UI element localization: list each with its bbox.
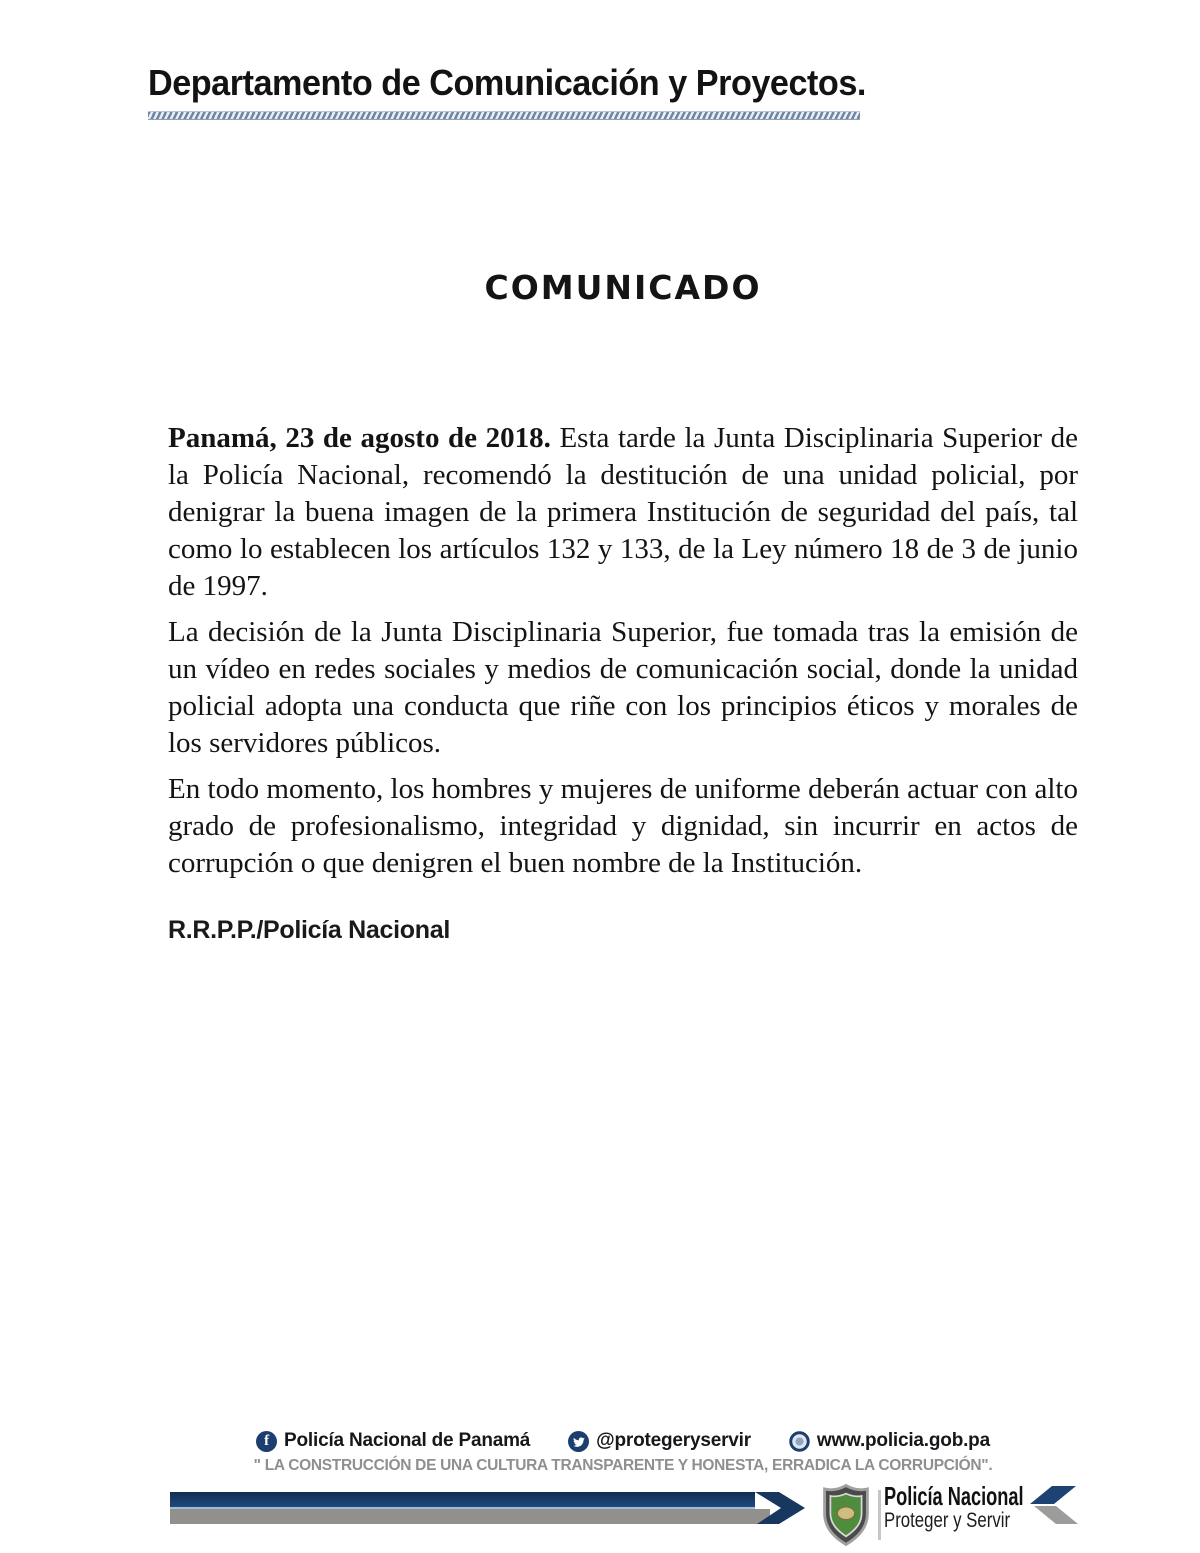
banner-gray-bar: [170, 1509, 770, 1524]
paragraph-3: En todo momento, los hombres y mujeres de uniforme deberán actuar con alto grado de profesionalismo, integridad y dignidad, sin incurrir en actos de corrupción o que denigren el buen nombre de la Institución.: [168, 773, 1078, 879]
paragraph-1: [168, 420, 1078, 605]
police-badge-icon: [820, 1482, 872, 1548]
logo-subtitle: Proteger y Servir: [884, 1509, 1011, 1532]
paragraph-2: La decisión de la Junta Disciplinaria Superior, fue tomada tras la emisión de un vídeo en redes sociales y medios de comunicación social, donde la unidad policial adopta una conducta que riñe con los principios éticos y morales de los servidores públicos.: [168, 616, 1078, 759]
twitter-bird-icon: [568, 1431, 589, 1452]
facebook-label: Policía Nacional de Panamá: [284, 1430, 531, 1451]
signature-line: R.R.P.P./Policía Nacional: [168, 916, 450, 944]
globe-icon: [789, 1431, 810, 1452]
department-header: Departamento de Comunicación y Proyectos.: [148, 62, 866, 103]
logo-title: Policía Nacional: [884, 1481, 1024, 1511]
left-chevron-icon: [1030, 1484, 1080, 1526]
facebook-item: [256, 1430, 530, 1452]
footer-banner: [170, 1482, 1080, 1550]
document-body: [168, 420, 1078, 891]
date-lead: Panamá, 23 de agosto de 2018.: [168, 422, 551, 454]
website-item: [789, 1430, 990, 1452]
logo-separator: [878, 1490, 881, 1540]
footer-slogan: " LA CONSTRUCCIÓN DE UNA CULTURA TRANSPARENTE Y HONESTA, ERRADICA LA CORRUPCIÓN".: [253, 1457, 993, 1474]
website-label: www.policia.gob.pa: [816, 1430, 990, 1451]
paragraph-1-text: Esta tarde la Junta Disciplinaria Superior de la Policía Nacional, recomendó la destitución de una unidad policial, por denigrar la buena imagen de la primera Institución de seguridad del país, tal como lo establecen los artículos 132 y 133, de la Ley número 18 de 3 de junio de 1997.: [168, 422, 1078, 602]
twitter-label: @protegeryservir: [596, 1430, 751, 1451]
facebook-icon: f: [256, 1431, 277, 1452]
banner-blue-bar: [170, 1492, 755, 1509]
document-title: COMUNICADO: [484, 268, 762, 307]
right-arrow-icon: [755, 1492, 809, 1524]
header-decorative-rule: [148, 111, 860, 120]
footer-social-row: [168, 1430, 1078, 1452]
twitter-item: [568, 1430, 751, 1452]
